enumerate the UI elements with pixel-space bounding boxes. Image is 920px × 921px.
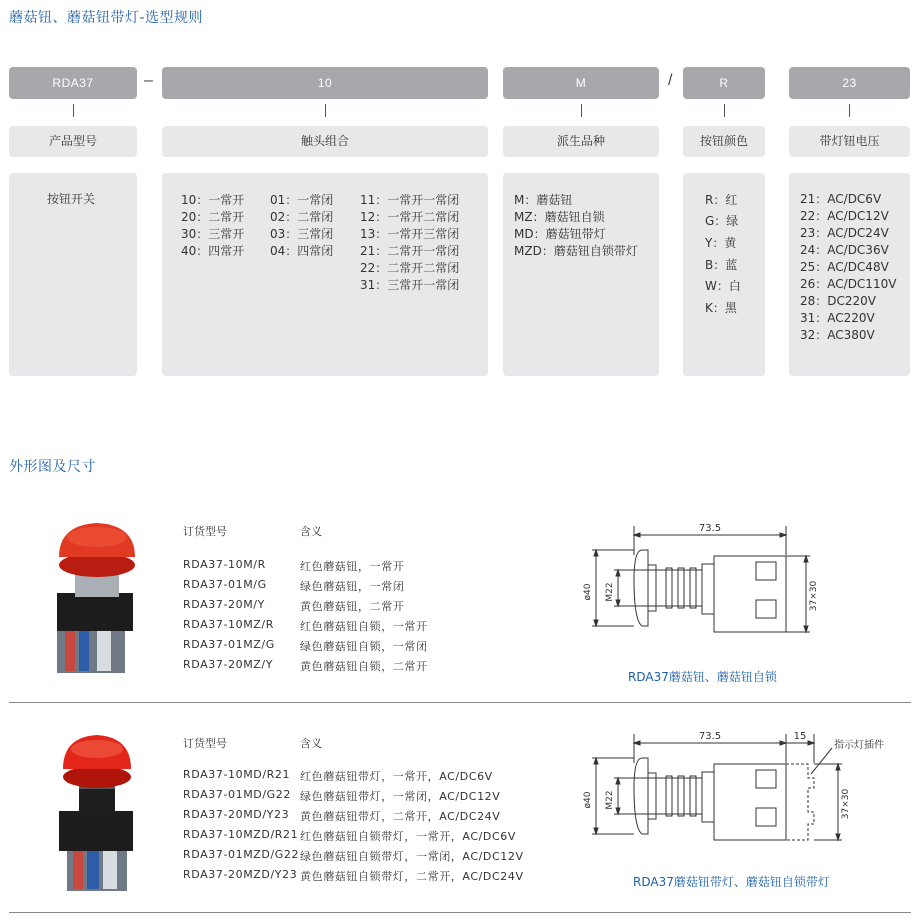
voltage-item: 32：AC380V [800,328,875,342]
dim-width: 73.5 [698,731,722,742]
order-meaning: 黄色蘑菇钮自锁带灯，二常开，AC/DC24V [300,870,524,883]
order-meaning: 绿色蘑菇钮自锁带灯，一常闭，AC/DC12V [300,850,524,863]
dimensions-title: 外形图及尺寸 [9,459,96,475]
dim-extra: 15 [793,731,807,742]
contact-item: 04：四常闭 [270,244,334,258]
color-item: R：红 [705,193,738,207]
connector-tick [325,104,326,117]
order-model: RDA37-01M/G [183,578,267,591]
category-model: 产品型号 [9,126,137,157]
plug-label: 指示灯插件 [834,740,884,751]
color-item: K：黑 [705,301,737,315]
code-slash: / [668,72,673,89]
connector-tick [73,104,74,117]
product-type: 按钮开关 [47,192,96,206]
color-item: B：蓝 [705,258,738,272]
contact-item: 12：一常开二常闭 [360,210,460,224]
voltage-item: 26：AC/DC110V [800,277,897,291]
order-model: RDA37-01MZ/G [183,638,275,651]
category-contacts: 触头组合 [162,126,488,157]
voltage-item: 28：DC220V [800,294,877,308]
voltage-item: 25：AC/DC48V [800,260,889,274]
mushroom-button-photo [45,515,145,675]
code-voltage: 23 [789,67,910,99]
order-model: RDA37-10MD/R21 [183,768,291,781]
voltage-item: 31：AC220V [800,311,875,325]
order-meaning: 黄色蘑菇钮，二常开 [300,600,405,613]
drawing-caption: RDA37蘑菇钮、蘑菇钮自锁 [628,670,777,684]
variant-item: MD：蘑菇钮带灯 [514,227,606,241]
color-item: G：绿 [705,214,739,228]
drawing-caption: RDA37蘑菇钮带灯、蘑菇钮自锁带灯 [633,875,830,889]
dim-thread: M22 [605,582,615,602]
contact-item: 30：三常开 [181,227,245,241]
variant-item: M：蘑菇钮 [514,193,573,207]
color-item: W：白 [705,279,741,293]
contact-item: 22：二常开二常闭 [360,261,460,275]
panel-variant [503,173,659,376]
contact-item: 10：一常开 [181,193,245,207]
code-dash: – [144,72,153,89]
dim-size: 37×30 [809,580,819,612]
selection-rules-title: 蘑菇钮、蘑菇钮带灯-选型规则 [9,10,204,26]
header-order-model: 订货型号 [183,737,227,750]
order-meaning: 绿色蘑菇钮自锁，一常闭 [300,640,428,653]
voltage-item: 23：AC/DC24V [800,226,889,240]
panel-color [683,173,765,376]
dimension-drawing-1 [570,520,820,650]
dim-diameter: ø40 [583,583,593,601]
order-model: RDA37-20MZD/Y23 [183,868,298,881]
variant-item: MZ：蘑菇钮自锁 [514,210,605,224]
dim-width: 73.5 [698,523,722,534]
contact-item: 13：一常开三常闭 [360,227,460,241]
order-meaning: 黄色蘑菇钮带灯，二常开，AC/DC24V [300,810,501,823]
order-model: RDA37-01MD/G22 [183,788,291,801]
order-model: RDA37-20M/Y [183,598,265,611]
order-model: RDA37-10MZD/R21 [183,828,299,841]
category-variant: 派生品种 [503,126,659,157]
panel-contacts [162,173,488,376]
section-divider [9,912,911,913]
code-model: RDA37 [9,67,137,99]
connector-tick [581,104,582,117]
dim-thread: M22 [605,790,615,810]
order-model: RDA37-20MD/Y23 [183,808,290,821]
contact-item: 21：二常开一常闭 [360,244,460,258]
order-meaning: 红色蘑菇钮自锁，一常开 [300,620,428,633]
contact-item: 11：一常开一常闭 [360,193,460,207]
section-divider [9,702,911,703]
category-color: 按钮颜色 [683,126,765,157]
header-meaning: 含义 [300,525,322,538]
code-color: R [683,67,765,99]
header-order-model: 订货型号 [183,525,227,538]
contact-item: 03：三常闭 [270,227,334,241]
order-model: RDA37-01MZD/G22 [183,848,300,861]
contact-item: 20：二常开 [181,210,245,224]
header-meaning: 含义 [300,737,322,750]
voltage-item: 24：AC/DC36V [800,243,889,257]
contact-item: 01：一常闭 [270,193,334,207]
dimension-drawing-2 [570,728,900,868]
code-contacts: 10 [162,67,488,99]
color-item: Y：黄 [705,236,737,250]
voltage-item: 21：AC/DC6V [800,192,882,206]
connector-tick [724,104,725,117]
order-meaning: 黄色蘑菇钮自锁，二常开 [300,660,428,673]
order-meaning: 绿色蘑菇钮带灯，一常闭，AC/DC12V [300,790,501,803]
dim-size: 37×30 [841,788,851,820]
order-meaning: 绿色蘑菇钮，一常闭 [300,580,405,593]
contact-item: 40：四常开 [181,244,245,258]
contact-item: 31：三常开一常闭 [360,278,460,292]
code-variant: M [503,67,659,99]
illuminated-button-photo [45,725,145,895]
order-model: RDA37-20MZ/Y [183,658,274,671]
voltage-item: 22：AC/DC12V [800,209,889,223]
connector-tick [849,104,850,117]
order-meaning: 红色蘑菇钮带灯，一常开，AC/DC6V [300,770,493,783]
order-meaning: 红色蘑菇钮自锁带灯，一常开，AC/DC6V [300,830,516,843]
panel-model [9,173,137,376]
category-voltage: 带灯钮电压 [789,126,910,157]
order-meaning: 红色蘑菇钮，一常开 [300,560,405,573]
order-model: RDA37-10M/R [183,558,266,571]
order-model: RDA37-10MZ/R [183,618,274,631]
variant-item: MZD：蘑菇钮自锁带灯 [514,244,638,258]
panel-voltage [789,173,910,376]
contact-item: 02：二常闭 [270,210,334,224]
dim-diameter: ø40 [583,791,593,809]
